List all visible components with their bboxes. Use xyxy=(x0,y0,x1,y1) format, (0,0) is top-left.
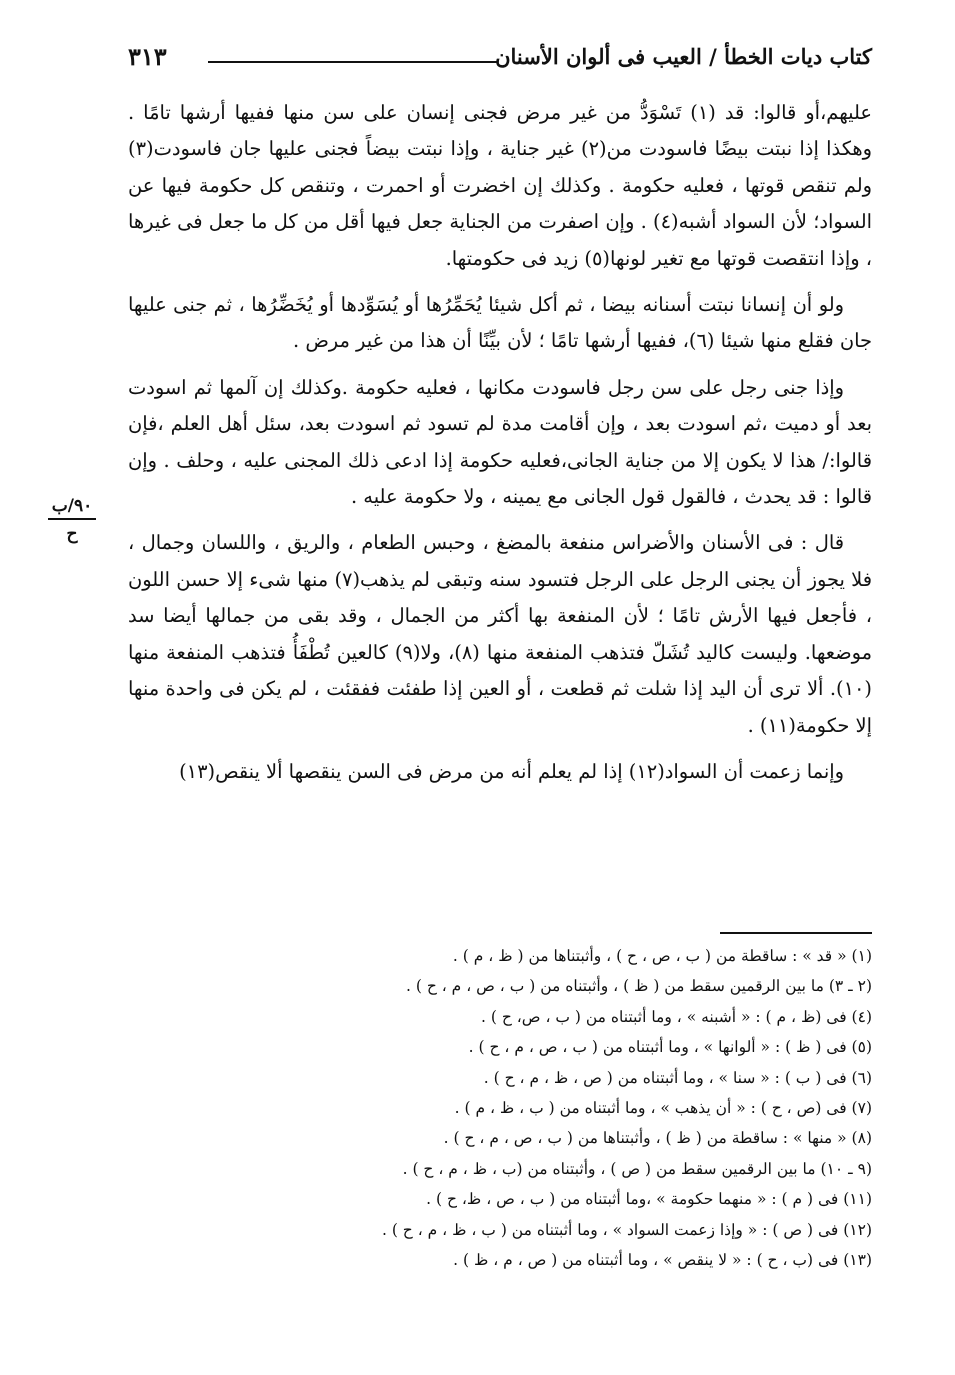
body-paragraph: عليهم،أو قالوا: قد (١) تَسْوَدُّ من غير مرض فجنى إنسان على سن منها ففيها أرشها تامًا . وهكذا إذا نبتت بيضًا فاسودت من(٢) غير جناية ، وإذا نبتت بيضاً فجنى عليها جان فاسودت(٣) ولم تنقص قوتها ، فعليه حكومة . وكذلك إن اخضرت أو احمرت ، وتنقص كل حكومة فيها عن السواد؛ لأن السواد أشبه(٤) . وإن اصفرت من الجناية جعل فيها أقل من كل ما جعل فى غيرها ، وإذا انتقصت قوتها مع تغير لونها(٥) زيد فى حكومتها. xyxy=(128,101,873,270)
running-head xyxy=(128,40,872,80)
body-paragraph: قال : فى الأسنان والأضراس منفعة بالمضغ ، وحبس الطعام ، والريق ، واللسان وجمال ، فلا يجوز أن يجنى الرجل على الرجل فتسود سنه وتبقى لم يذهب(٧) منها شىء إلا حسن اللون ، فأجعل فيها الأرش تامًا ؛ لأن المنفعة بها أكثر من الجمال ، وقد بقى من جمالها أيضا سد موضعها. وليست كاليد تُشَلّ فتذهب المنفعة منها (٨)، ولا(٩) كالعين تُطْفَأُ فتذهب المنفعة منها (١٠). ألا ترى أن اليد إذا شلت ثم قطعت ، أو العين إذا طفئت ففقئت ، لم يكن فى واحدة منها إلا حكومة(١١) . xyxy=(128,531,873,737)
running-head-title: كتاب ديات الخطأ / العيب فى ألوان الأسنان xyxy=(495,44,872,69)
body-paragraph: وإذا جنى رجل على سن رجل فاسودت مكانها ، فعليه حكومة .وكذلك إن آلمها ثم اسودت بعد أو دميت ،ثم اسودت بعد ، وإن أقامت مدة لم تسود ثم اسودت بعد، سئل أهل العلم ،فإن قالوا:/ هذا لا يكون إلا من جناية الجانى،فعليه حكومة إذا ادعى ذلك المجنى عليه ، وحلف . وإن قالوا : قد يحدث ، فالقول قول الجانى مع يمينه ، ولا حكومة عليه . xyxy=(128,375,872,509)
body-paragraph: ولو أن إنسانا نبتت أسنانه بيضا ، ثم أكل شيئا يُحَمِّرُها أو يُسَوِّدها أو يُخَضِّرُها ، ثم جنى عليها جان فقلع منها شيئا (٦)، ففيها أرشها تامًا ؛ لأن بيِّنًا أن هذا من غير مرض . xyxy=(128,293,872,353)
footnote-separator xyxy=(720,932,872,934)
footnote: (١١) فى ( م ) : « منهما حكومة » ،وما أثبتناه من ( ب ، ص ، ظ، ح ) . xyxy=(426,1190,872,1209)
footnote: (١) « قد » : ساقطة من ( ب ، ص ، ح ) ، وأثبتناها من ( ظ ، م ) . xyxy=(452,947,872,965)
margin-manuscript-siglum: ح xyxy=(66,524,78,544)
footnotes xyxy=(128,941,872,1275)
margin-folio-note xyxy=(44,496,100,544)
footnote: (٤) فى (ظ ، م ) : « أشبنه » ، وما أثبتناه من ( ب ، ص، ح ) . xyxy=(481,1007,872,1026)
page-number: ٣١٣ xyxy=(128,42,167,71)
footnote: (٧) فى (ص ، ح ) : « أن يذهب » ، وما أثبتناه من ( ب ، ظ ، م ) . xyxy=(454,1098,872,1117)
running-head-rule xyxy=(208,61,497,63)
footnote: (٢ ـ ٣) ما بين الرقمين سقط من ( ظ ) ، وأثبتناه من ( ب ، ص ، م ، ح ) . xyxy=(405,977,872,996)
footnote: (٥) فى ( ظ ) : « ألوانها » ، وما أثبتناه من ( ب ، ص ، م ، ح ) . xyxy=(468,1038,872,1057)
footnote: (٩ ـ ١٠) ما بين الرقمين سقط من ( ص ) ، وأثبتناه من (ب ، ظ ، م ، ح ) . xyxy=(402,1159,872,1178)
margin-folio-number: ٩٠/ب xyxy=(51,496,93,516)
footnote: (٦) فى ( ب ) : « سنا » ، وما أثبتناه من ( ص ، ظ ، م ، ح ) . xyxy=(483,1068,872,1087)
main-text xyxy=(128,95,872,800)
footnote: (١٢) فى ( ص ) : « وإذا زعمت السواد » ، وما أثبتناه من ( ب ، ظ ، م ، ح ) . xyxy=(381,1220,872,1239)
footnote: (٨) « منها » : ساقطة من ( ظ ) ، وأثبتناها من ( ب ، ص ، م ، ح ) . xyxy=(443,1129,872,1148)
footnote: (١٣) فى (ب ، ح ) : « لا ينقص » ، وما أثبتناه من ( ص ، م ، ظ ) . xyxy=(453,1250,872,1269)
body-paragraph: وإنما زعمت أن السواد(١٢) إذا لم يعلم أنه من مرض فى السن ينقصها ألا ينقص(١٣) xyxy=(179,759,844,783)
